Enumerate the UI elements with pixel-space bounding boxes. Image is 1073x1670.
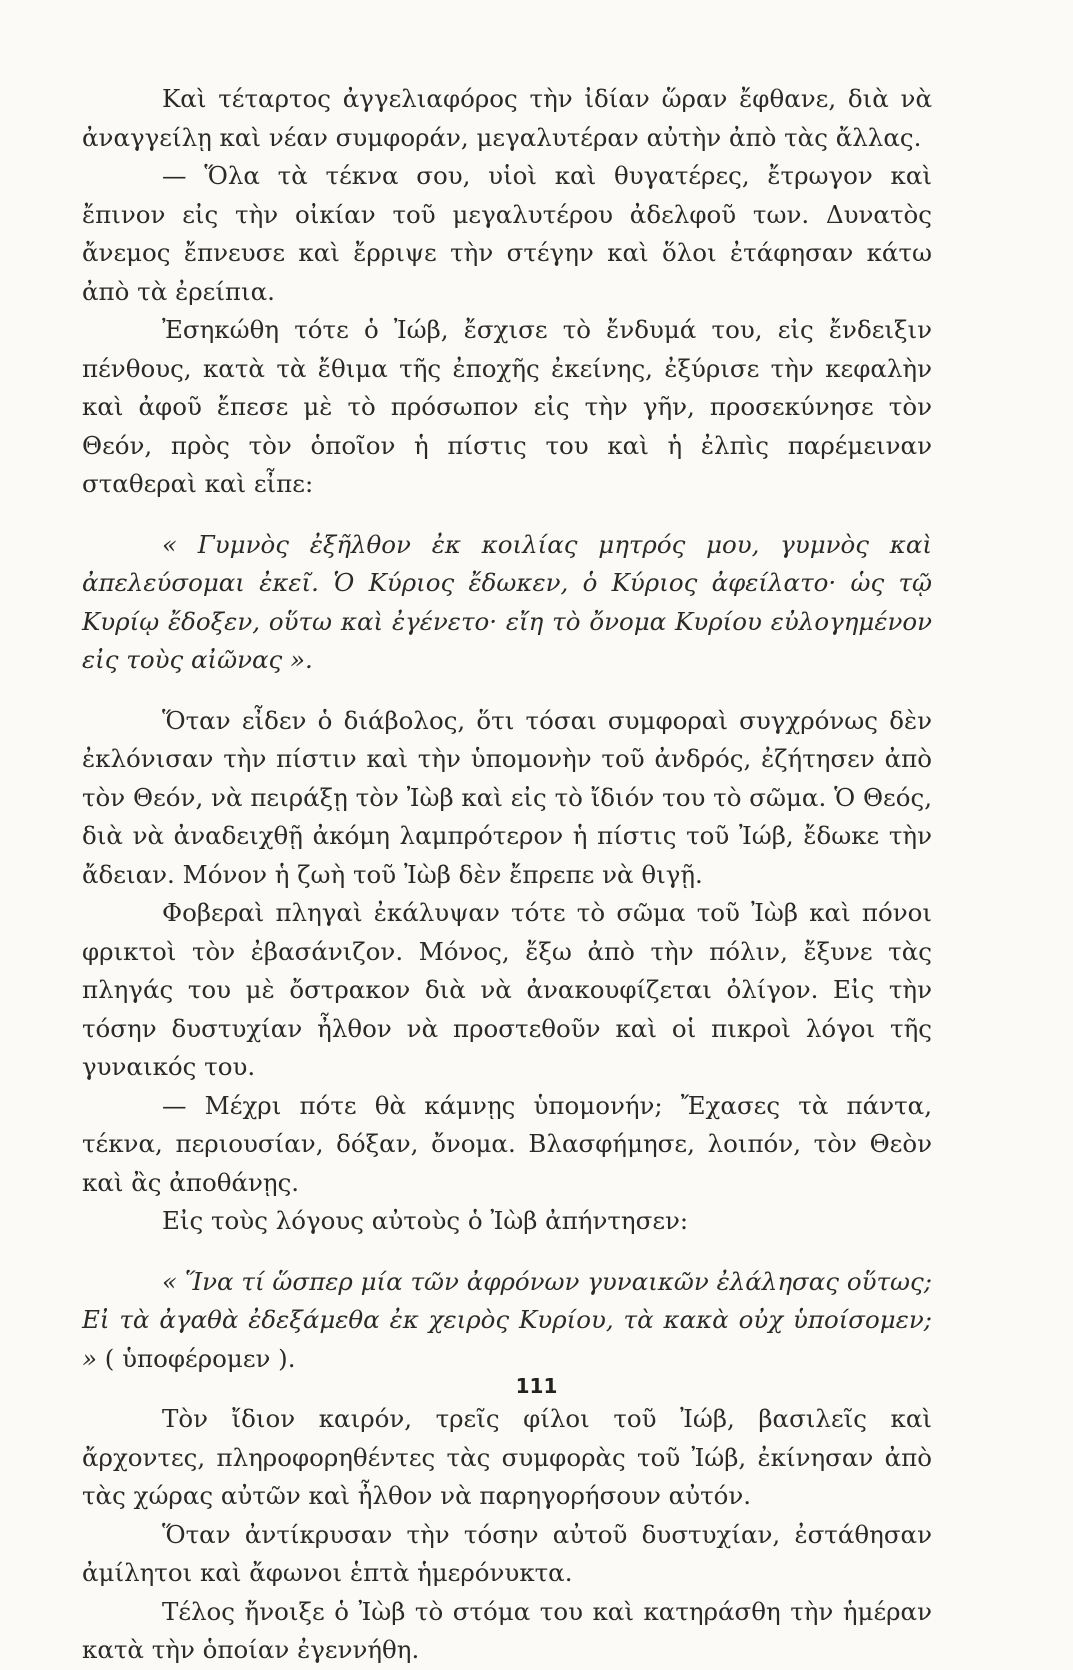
paragraph-curses-day: Τέλος ἤνοιξε ὁ Ἰὼβ τὸ στόμα του καὶ κατηράσθη τὴν ἡμέραν κατὰ τὴν ὁποίαν ἐγεννήθη.	[82, 1596, 932, 1664]
paragraph-seven-days: Ὅταν ἀντίκρυσαν τὴν τόσην αὐτοῦ δυστυχίαν, ἐστάθησαν ἀμίλητοι καὶ ἄφωνοι ἑπτὰ ἡμερόνυκτα.	[82, 1519, 932, 1587]
quote-foolish-women	[82, 1263, 932, 1379]
paragraph-job-answers: Εἰς τοὺς λόγους αὐτοὺς ὁ Ἰὼβ ἀπήντησεν:	[162, 1206, 689, 1235]
paragraph-children-killed: — Ὅλα τὰ τέκνα σου, υἱοὶ καὶ θυγατέρες, ἔτρωγον καὶ ἔπινον εἰς τὴν οἰκίαν τοῦ μεγαλυτέρου ἀδελφοῦ των. Δυνατὸς ἄνεμος ἔπνευσε καὶ ἔρριψε τὴν στέγην καὶ ὅλοι ἐτάφησαν κάτω ἀπὸ τὰ ἐρείπια.	[82, 161, 932, 306]
paragraph-messenger: Καὶ τέταρτος ἀγγελιαφόρος τὴν ἰδίαν ὥραν ἔφθανε, διὰ νὰ ἀναγγείλῃ καὶ νέαν συμφοράν, μεγαλυτέραν αὐτὴν ἀπὸ τὰς ἄλλας.	[82, 84, 932, 152]
paragraph-wife-words: — Μέχρι πότε θὰ κάμνῃς ὑπομονήν; Ἔχασες τὰ πάντα, τέκνα, περιουσίαν, δόξαν, ὄνομα. Βλασφήμησε, λοιπόν, τὸν Θεὸν καὶ ἂς ἀποθάνῃς.	[82, 1090, 932, 1197]
paragraph-devil-tests: Ὅταν εἶδεν ὁ διάβολος, ὅτι τόσαι συμφοραὶ συγχρόνως δὲν ἐκλόνισαν τὴν πίστιν καὶ τὴν ὑπομονὴν τοῦ ἀνδρός, ἐζήτησεν ἀπὸ τὸν Θεόν, νὰ πειράξῃ τὸν Ἰὼβ καὶ εἰς τὸ ἴδιόν του τὸ σῶμα. Ὁ Θεός, διὰ νὰ ἀναδειχθῇ ἀκόμη λαμπρότερον ἡ πίστις τοῦ Ἰώβ, ἔδωκε τὴν ἄδειαν. Μόνον ἡ ζωὴ τοῦ Ἰὼβ δὲν ἔπρεπε νὰ θιγῇ.	[82, 705, 932, 889]
page-number: 111	[515, 1374, 558, 1398]
quote-gloss: ( ὑποφέρομεν ).	[104, 1343, 296, 1373]
body-text	[82, 80, 932, 1670]
paragraph-job-mourns: Ἐσηκώθη τότε ὁ Ἰώβ, ἔσχισε τὸ ἔνδυμά του, εἰς ἔνδειξιν πένθους, κατὰ τὰ ἔθιμα τῆς ἐποχῆς ἐκείνης, ἐξύρισε τὴν κεφαλὴν καὶ ἀφοῦ ἔπεσε μὲ τὸ πρόσωπον εἰς τὴν γῆν, προσεκύνησε τὸν Θεόν, πρὸς τὸν ὁποῖον ἡ πίστις του καὶ ἡ ἐλπὶς παρέμειναν σταθεραὶ καὶ εἶπε:	[82, 315, 932, 498]
quote-text: « Ἵνα τί ὥσπερ μία τῶν ἀφρόνων γυναικῶν ἐλάλησας οὕτως; Εἰ τὰ ἀγαθὰ ἐδεξάμεθα ἐκ χειρὸς Κυρίου, τὰ κακὰ οὐχ ὑποίσομεν; »	[82, 1266, 932, 1373]
paragraph-sores: Φοβεραὶ πληγαὶ ἐκάλυψαν τότε τὸ σῶμα τοῦ Ἰὼβ καὶ πόνοι φρικτοὶ τὸν ἐβασάνιζον. Μόνος, ἔξω ἀπὸ τὴν πόλιν, ἔξυνε τὰς πληγάς του μὲ ὄστρακον διὰ νὰ ἀνακουφίζεται ὀλίγον. Εἰς τὴν τόσην δυστυχίαν ἦλθον νὰ προστεθοῦν καὶ οἱ πικροὶ λόγοι τῆς γυναικός του.	[82, 898, 932, 1081]
paragraph-three-friends: Τὸν ἴδιον καιρόν, τρεῖς φίλοι τοῦ Ἰώβ, βασιλεῖς καὶ ἄρχοντες, πληροφορηθέντες τὰς συμφορὰς τοῦ Ἰώβ, ἐκίνησαν ἀπὸ τὰς χώρας αὐτῶν καὶ ἦλθον νὰ παρηγορήσουν αὐτόν.	[82, 1404, 932, 1510]
quote-naked-i-came: « Γυμνὸς ἐξῆλθον ἐκ κοιλίας μητρός μου, γυμνὸς καὶ ἀπελεύσομαι ἐκεῖ. Ὁ Κύριος ἔδωκεν, ὁ Κύριος ἀφείλατο· ὡς τῷ Κυρίῳ ἔδοξεν, οὕτω καὶ ἐγένετο· εἴη τὸ ὄνομα Κυρίου εὐλογημένον εἰς τοὺς αἰῶνας ».	[82, 529, 932, 674]
